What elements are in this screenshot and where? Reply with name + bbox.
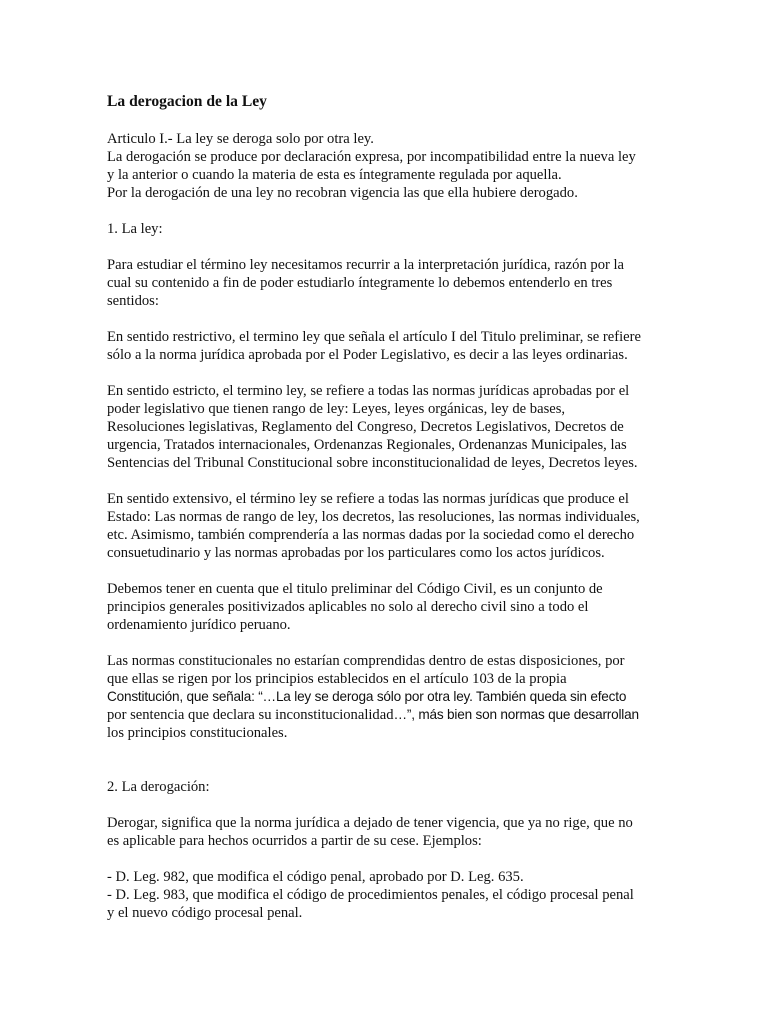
paragraph-sentido-estricto [107, 382, 667, 472]
article-line: Por la derogación de una ley no recobran vigencia las que ella hubiere derogado. [107, 185, 578, 201]
paragraph-titulo-preliminar [107, 580, 667, 634]
paragraph-line: Para estudiar el término ley necesitamos recurrir a la interpretación jurídica, razón por la [107, 257, 625, 273]
paragraph-line: urgencia, Tratados internacionales, Ordenanzas Regionales, Ordenanzas Municipales, las [107, 437, 627, 453]
paragraph-derogar [107, 814, 667, 850]
article-line: y la anterior o cuando la materia de esta es íntegramente regulada por aquella. [107, 167, 562, 183]
paragraph-line: etc. Asimismo, también comprendería a las normas dadas por la sociedad como el derecho [107, 527, 635, 543]
article-line: La derogación se produce por declaración expresa, por incompatibilidad entre la nueva ley [107, 149, 636, 165]
paragraph-line: sólo a la norma jurídica aprobada por el Poder Legislativo, es decir a las leyes ordinarias. [107, 347, 628, 363]
paragraph-line: los principios constitucionales. [107, 725, 288, 741]
paragraph-line: sentidos: [107, 293, 159, 309]
example-item: y el nuevo código procesal penal. [107, 905, 303, 921]
section-heading-text: 1. La ley: [107, 221, 163, 237]
paragraph-line: En sentido extensivo, el término ley se refiere a todas las normas jurídicas que produce el [107, 491, 629, 507]
paragraph-line: Derogar, significa que la norma jurídica a dejado de tener vigencia, que ya no rige, que no [107, 815, 633, 831]
paragraph-line [107, 706, 667, 724]
paragraph-sentido-restrictivo [107, 328, 667, 364]
citation-line: Constitución, que señala: “…La ley se deroga sólo por otra ley. También queda sin efecto [107, 689, 627, 704]
paragraph-line: En sentido restrictivo, el termino ley que señala el artículo I del Titulo preliminar, se refiere [107, 329, 641, 345]
paragraph-line: cual su contenido a fin de poder estudiarlo íntegramente lo debemos entenderlo en tres [107, 275, 613, 291]
paragraph-line: Las normas constitucionales no estarían comprendidas dentro de estas disposiciones, por [107, 653, 625, 669]
paragraph-line: Sentencias del Tribunal Constitucional sobre inconstitucionalidad de leyes, Decretos leyes. [107, 455, 638, 471]
paragraph-normas-constitucionales [107, 652, 667, 742]
examples-list [107, 868, 667, 922]
citation-fragment: …”, más bien son normas que desarrollan [393, 707, 639, 722]
paragraph-interpretacion [107, 256, 667, 310]
paragraph-line: Debemos tener en cuenta que el titulo preliminar del Código Civil, es un conjunto de [107, 581, 603, 597]
paragraph-line: ordenamiento jurídico peruano. [107, 617, 291, 633]
article-line: Articulo I.- La ley se deroga solo por otra ley. [107, 131, 374, 147]
article-paragraph [107, 130, 667, 202]
spacer [107, 760, 667, 778]
paragraph-line: Resoluciones legislativas, Reglamento del Congreso, Decretos Legislativos, Decretos de [107, 419, 624, 435]
example-item: - D. Leg. 983, que modifica el código de procedimientos penales, el código procesal penal [107, 887, 634, 903]
section-heading-la-derogacion [107, 778, 667, 796]
section-heading-la-ley [107, 220, 667, 238]
document-page [107, 92, 667, 940]
paragraph-line: consuetudinario y las normas aprobadas por los particulares como los actos jurídicos. [107, 545, 605, 561]
paragraph-sentido-extensivo [107, 490, 667, 562]
paragraph-line: es aplicable para hechos ocurridos a partir de su cese. Ejemplos: [107, 833, 482, 849]
example-item: - D. Leg. 982, que modifica el código penal, aprobado por D. Leg. 635. [107, 869, 524, 885]
document-title: La derogacion de la Ley [107, 93, 267, 110]
paragraph-line: poder legislativo que tienen rango de ley: Leyes, leyes orgánicas, ley de bases, [107, 401, 566, 417]
paragraph-line: En sentido estricto, el termino ley, se refiere a todas las normas jurídicas aprobadas por el [107, 383, 630, 399]
paragraph-line: principios generales positivizados aplicables no solo al derecho civil sino a todo el [107, 599, 589, 615]
paragraph-line: que ellas se rigen por los principios establecidos en el artículo 103 de la propia [107, 671, 567, 687]
paragraph-fragment: por sentencia que declara su inconstitucionalidad [107, 707, 394, 723]
section-heading-text: 2. La derogación: [107, 779, 210, 795]
paragraph-line: Estado: Las normas de rango de ley, los decretos, las resoluciones, las normas individuales, [107, 509, 640, 525]
